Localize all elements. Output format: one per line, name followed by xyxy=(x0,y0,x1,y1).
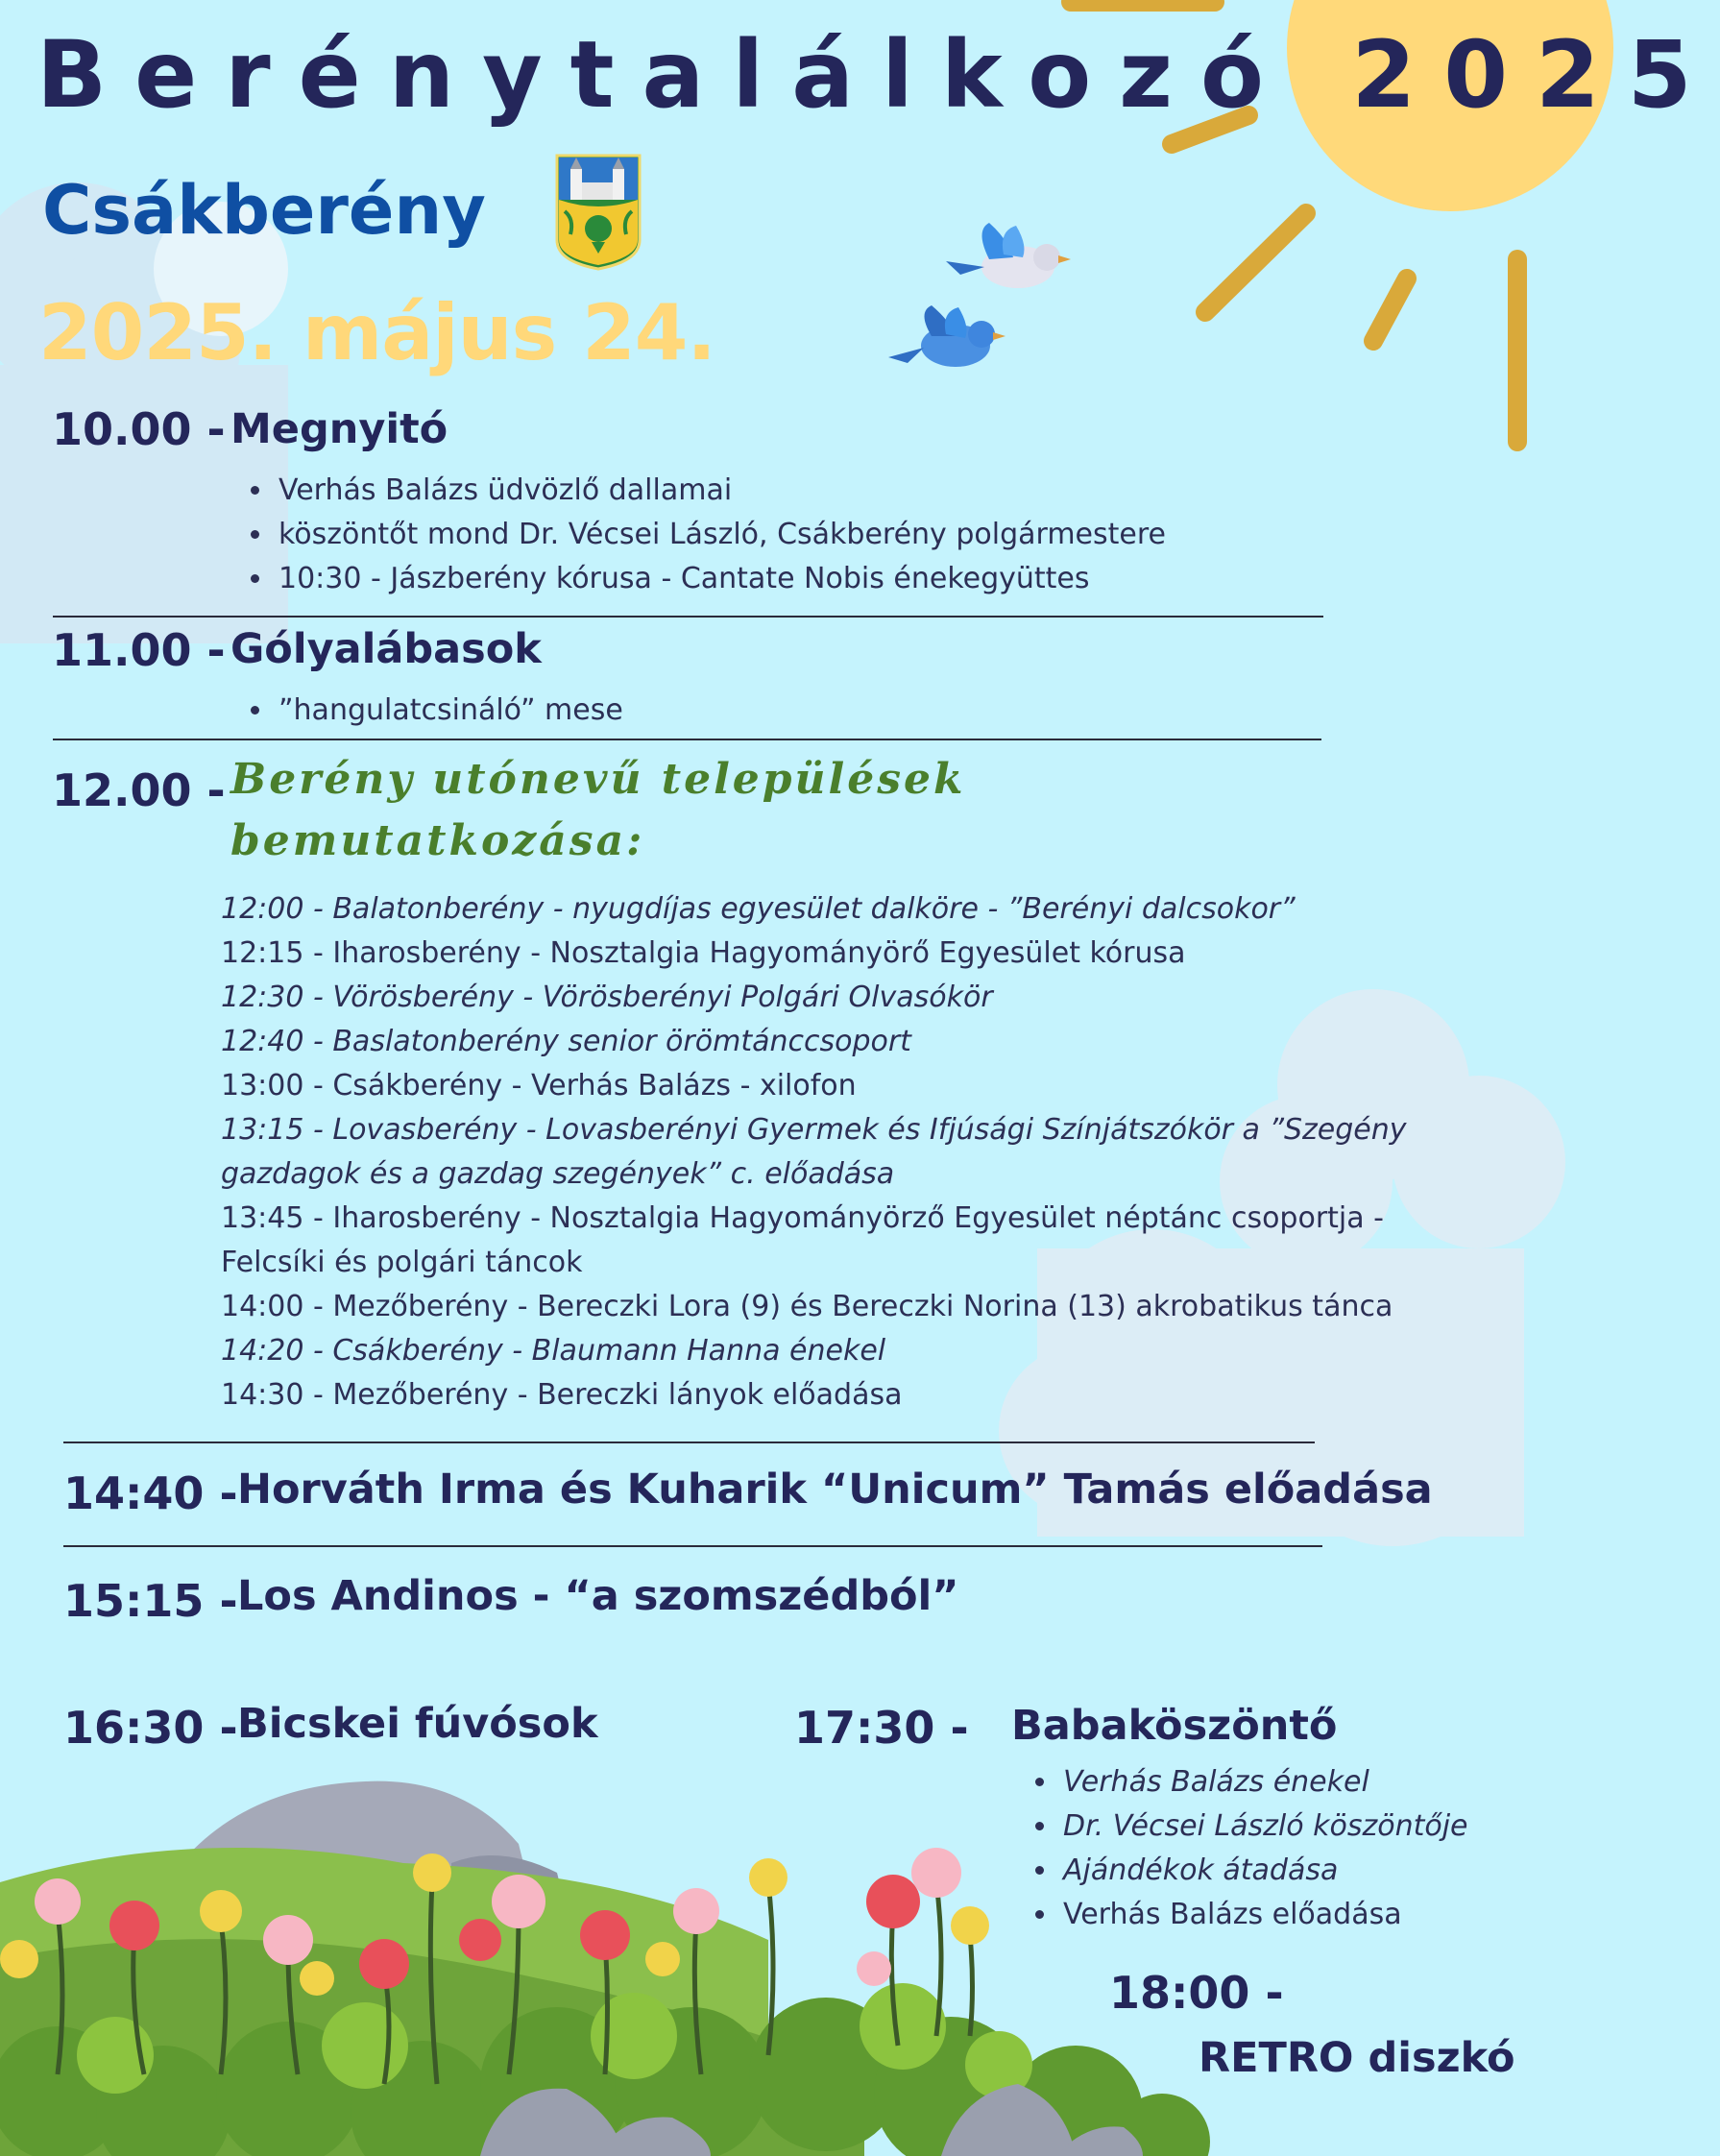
schedule-item: 12:15 - Iharosberény - Nosztalgia Hagyományörő Egyesület kórusa xyxy=(221,936,1186,970)
program-details xyxy=(246,469,1166,601)
schedule-item: 13:15 - Lovasberény - Lovasberényi Gyermek és Ifjúsági Színjátszókör a ”Szegény gazdagok és a gazdag szegények” c. előadása xyxy=(221,1113,1407,1191)
divider xyxy=(53,616,1323,618)
time-label: 10.00 - xyxy=(52,403,226,455)
list-item: • ”hangulatcsináló” mese xyxy=(275,689,623,733)
schedule-item: 14:00 - Mezőberény - Bereczki Lora (9) és Bereczki Norina (13) akrobatikus tánca xyxy=(221,1290,1393,1323)
program-title: Babaköszöntő xyxy=(1011,1702,1338,1750)
program-title: Gólyalábasok xyxy=(230,625,542,673)
time-label: 12.00 - xyxy=(52,764,226,816)
schedule-item: 14:20 - Csákberény - Blaumann Hanna énekel xyxy=(221,1334,886,1368)
time-label: 11.00 - xyxy=(52,624,226,676)
list-item: • 10:30 - Jászberény kórusa - Cantate Nobis énekegyüttes xyxy=(275,557,1166,601)
program-details xyxy=(1030,1760,1468,1937)
section-heading-line: bemutatkozása: xyxy=(230,816,645,865)
program-title: Bicskei fúvósok xyxy=(237,1700,598,1748)
list-item: • Verhás Balázs énekel xyxy=(1059,1760,1468,1805)
coat-of-arms-icon xyxy=(555,154,642,271)
schedule-item: 13:45 - Iharosberény - Nosztalgia Hagyományörző Egyesület néptánc csoportja - Felcsíki és polgári táncok xyxy=(221,1201,1385,1279)
schedule-item: 12:40 - Baslatonberény senior örömtánccsoport xyxy=(221,1025,911,1058)
divider xyxy=(63,1441,1315,1443)
program-title: RETRO diszkó xyxy=(1199,2034,1515,2082)
schedule-item: 12:00 - Balatonberény - nyugdíjas egyesület dalköre - ”Berényi dalcsokor” xyxy=(221,892,1296,926)
list-item: • köszöntőt mond Dr. Vécsei László, Csákberény polgármestere xyxy=(275,513,1166,557)
section-heading-line: Berény utónevű települések xyxy=(230,755,966,804)
performance-schedule xyxy=(221,887,1469,1417)
time-label: 15:15 - xyxy=(63,1575,238,1627)
time-label: 14:40 - xyxy=(63,1467,238,1519)
bird-icon xyxy=(946,223,1071,288)
schedule-item: 13:00 - Csákberény - Verhás Balázs - xilofon xyxy=(221,1069,857,1102)
schedule-item: 14:30 - Mezőberény - Bereczki lányok előadása xyxy=(221,1378,903,1412)
schedule-item: 12:30 - Vörösberény - Vörösberényi Polgári Olvasókör xyxy=(221,981,993,1014)
event-date: 2025. május 24. xyxy=(38,288,715,377)
time-label: 18:00 - xyxy=(1109,1967,1284,2019)
list-item: • Verhás Balázs előadása xyxy=(1059,1893,1468,1937)
time-label: 16:30 - xyxy=(63,1702,238,1754)
bird-icon xyxy=(888,305,1005,367)
program-title: Los Andinos - “a szomszédból” xyxy=(237,1572,959,1620)
list-item: • Dr. Vécsei László köszöntője xyxy=(1059,1805,1468,1849)
list-item: • Ajándékok átadása xyxy=(1059,1849,1468,1893)
list-item: • Verhás Balázs üdvözlő dallamai xyxy=(275,469,1166,513)
time-label: 17:30 - xyxy=(794,1702,969,1754)
divider xyxy=(63,1545,1322,1547)
page-title: Berénytalálkozó 2025 xyxy=(36,21,1720,129)
divider xyxy=(53,739,1321,740)
program-details xyxy=(246,689,623,733)
section-heading xyxy=(230,749,966,872)
program-title: Horváth Irma és Kuharik “Unicum” Tamás előadása xyxy=(237,1466,1433,1514)
program-title: Megnyitó xyxy=(230,405,448,453)
town-name: Csákberény xyxy=(42,171,486,250)
